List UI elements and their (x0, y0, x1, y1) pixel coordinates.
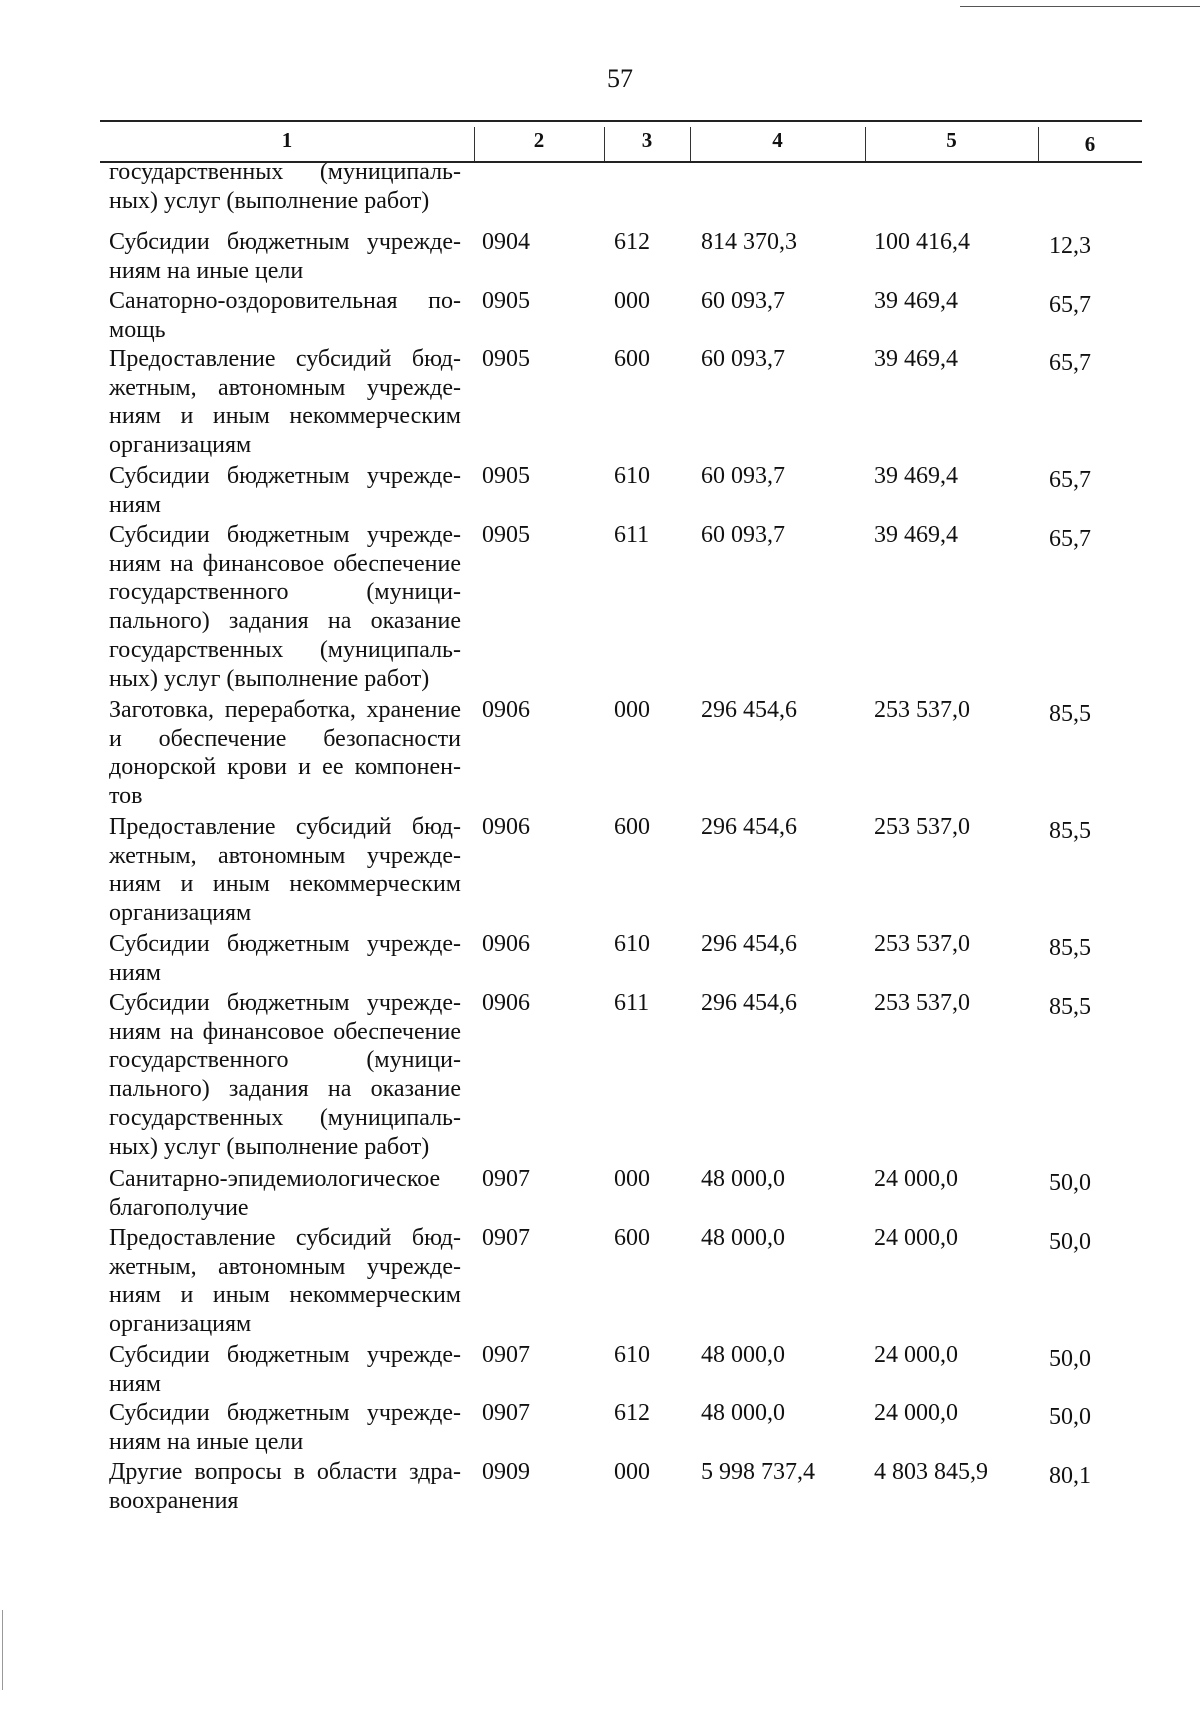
execution-percent: 50,0 (1049, 1229, 1091, 1255)
executed-amount: 24 000,0 (874, 1400, 958, 1426)
row-description: Субсидии бюджетным учреждениям (109, 931, 461, 986)
executed-amount: 24 000,0 (874, 1342, 958, 1368)
executed-amount: 100 416,4 (874, 229, 970, 255)
approved-amount: 48 000,0 (701, 1342, 785, 1368)
row-description: Субсидии бюджетным учреждениям на иные цели (109, 1400, 461, 1455)
executed-amount: 253 537,0 (874, 990, 970, 1016)
approved-amount: 60 093,7 (701, 288, 785, 314)
section-code: 0906 (482, 697, 530, 723)
header-top-rule (100, 120, 1142, 122)
executed-amount: 39 469,4 (874, 522, 958, 548)
execution-percent: 50,0 (1049, 1404, 1091, 1430)
expense-type-code: 000 (614, 1459, 650, 1485)
section-code: 0907 (482, 1166, 530, 1192)
expense-type-code: 000 (614, 288, 650, 314)
expense-type-code: 600 (614, 1225, 650, 1251)
execution-percent: 50,0 (1049, 1170, 1091, 1196)
section-code: 0906 (482, 931, 530, 957)
executed-amount: 4 803 845,9 (874, 1459, 988, 1485)
execution-percent: 12,3 (1049, 233, 1091, 259)
row-description: Субсидии бюджетным учреждениям на финансовое обеспечение государственного (муниципального) задания на оказание государственных (муниципальных) услуг (выполнение работ) (109, 522, 461, 692)
scan-margin-line (2, 1610, 3, 1690)
header-col-5: 5 (946, 128, 957, 152)
section-code: 0905 (482, 288, 530, 314)
executed-amount: 39 469,4 (874, 463, 958, 489)
expense-type-code: 610 (614, 931, 650, 957)
executed-amount: 39 469,4 (874, 346, 958, 372)
approved-amount: 296 454,6 (701, 814, 797, 840)
approved-amount: 60 093,7 (701, 463, 785, 489)
header-col-4: 4 (772, 128, 783, 152)
execution-percent: 50,0 (1049, 1346, 1091, 1372)
expense-type-code: 000 (614, 697, 650, 723)
approved-amount: 296 454,6 (701, 931, 797, 957)
approved-amount: 814 370,3 (701, 229, 797, 255)
continuation-text: государственных (муниципальных) услуг (выполнение работ) (109, 159, 461, 214)
row-description: Субсидии бюджетным учреждениям (109, 463, 461, 518)
approved-amount: 5 998 737,4 (701, 1459, 815, 1485)
execution-percent: 80,1 (1049, 1463, 1091, 1489)
executed-amount: 253 537,0 (874, 697, 970, 723)
execution-percent: 85,5 (1049, 701, 1091, 727)
row-description: Заготовка, переработка, хранение и обеспечение безопасности донорской крови и ее компонентов (109, 697, 461, 810)
execution-percent: 65,7 (1049, 467, 1091, 493)
executed-amount: 253 537,0 (874, 814, 970, 840)
approved-amount: 48 000,0 (701, 1400, 785, 1426)
row-description: Субсидии бюджетным учреждениям на иные цели (109, 229, 461, 284)
expense-type-code: 611 (614, 522, 650, 548)
execution-percent: 85,5 (1049, 935, 1091, 961)
header-col-6: 6 (1084, 132, 1096, 156)
section-code: 0907 (482, 1342, 530, 1368)
approved-amount: 60 093,7 (701, 522, 785, 548)
execution-percent: 85,5 (1049, 994, 1091, 1020)
executed-amount: 24 000,0 (874, 1166, 958, 1192)
header-col-1: 1 (281, 128, 293, 152)
section-code: 0904 (482, 229, 530, 255)
row-description: Субсидии бюджетным учреждениям (109, 1342, 461, 1397)
section-code: 0905 (482, 346, 530, 372)
section-code: 0909 (482, 1459, 530, 1485)
row-description: Предоставление субсидий бюджетным, автономным учреждениям и иным некоммерческим организациям (109, 346, 461, 459)
expense-type-code: 000 (614, 1166, 650, 1192)
expense-type-code: 612 (614, 229, 650, 255)
execution-percent: 85,5 (1049, 818, 1091, 844)
execution-percent: 65,7 (1049, 292, 1091, 318)
row-description: Другие вопросы в области здравоохранения (109, 1459, 461, 1514)
expense-type-code: 600 (614, 814, 650, 840)
section-code: 0907 (482, 1400, 530, 1426)
execution-percent: 65,7 (1049, 526, 1091, 552)
executed-amount: 39 469,4 (874, 288, 958, 314)
expense-type-code: 610 (614, 1342, 650, 1368)
executed-amount: 253 537,0 (874, 931, 970, 957)
execution-percent: 65,7 (1049, 350, 1091, 376)
expense-type-code: 611 (614, 990, 650, 1016)
approved-amount: 296 454,6 (701, 697, 797, 723)
executed-amount: 24 000,0 (874, 1225, 958, 1251)
section-code: 0905 (482, 463, 530, 489)
expense-type-code: 612 (614, 1400, 650, 1426)
row-description: Предоставление субсидий бюджетным, автономным учреждениям и иным некоммерческим организациям (109, 814, 461, 927)
page-number: 57 (607, 64, 633, 93)
approved-amount: 60 093,7 (701, 346, 785, 372)
row-description: Предоставление субсидий бюджетным, автономным учреждениям и иным некоммерческим организациям (109, 1225, 461, 1338)
approved-amount: 48 000,0 (701, 1166, 785, 1192)
header-col-3: 3 (641, 128, 653, 152)
expense-type-code: 600 (614, 346, 650, 372)
expense-type-code: 610 (614, 463, 650, 489)
header-col-2: 2 (533, 128, 545, 152)
top-edge-rule (960, 6, 1200, 7)
section-code: 0906 (482, 990, 530, 1016)
section-code: 0907 (482, 1225, 530, 1251)
approved-amount: 48 000,0 (701, 1225, 785, 1251)
section-code: 0905 (482, 522, 530, 548)
section-code: 0906 (482, 814, 530, 840)
approved-amount: 296 454,6 (701, 990, 797, 1016)
row-description: Субсидии бюджетным учреждениям на финансовое обеспечение государственного (муниципального) задания на оказание государственных (муниципальных) услуг (выполнение работ) (109, 990, 461, 1160)
row-description: Санитарно-эпидемиологическое благополучие (109, 1166, 441, 1221)
row-description: Санаторно-оздоровительная помощь (109, 288, 461, 343)
